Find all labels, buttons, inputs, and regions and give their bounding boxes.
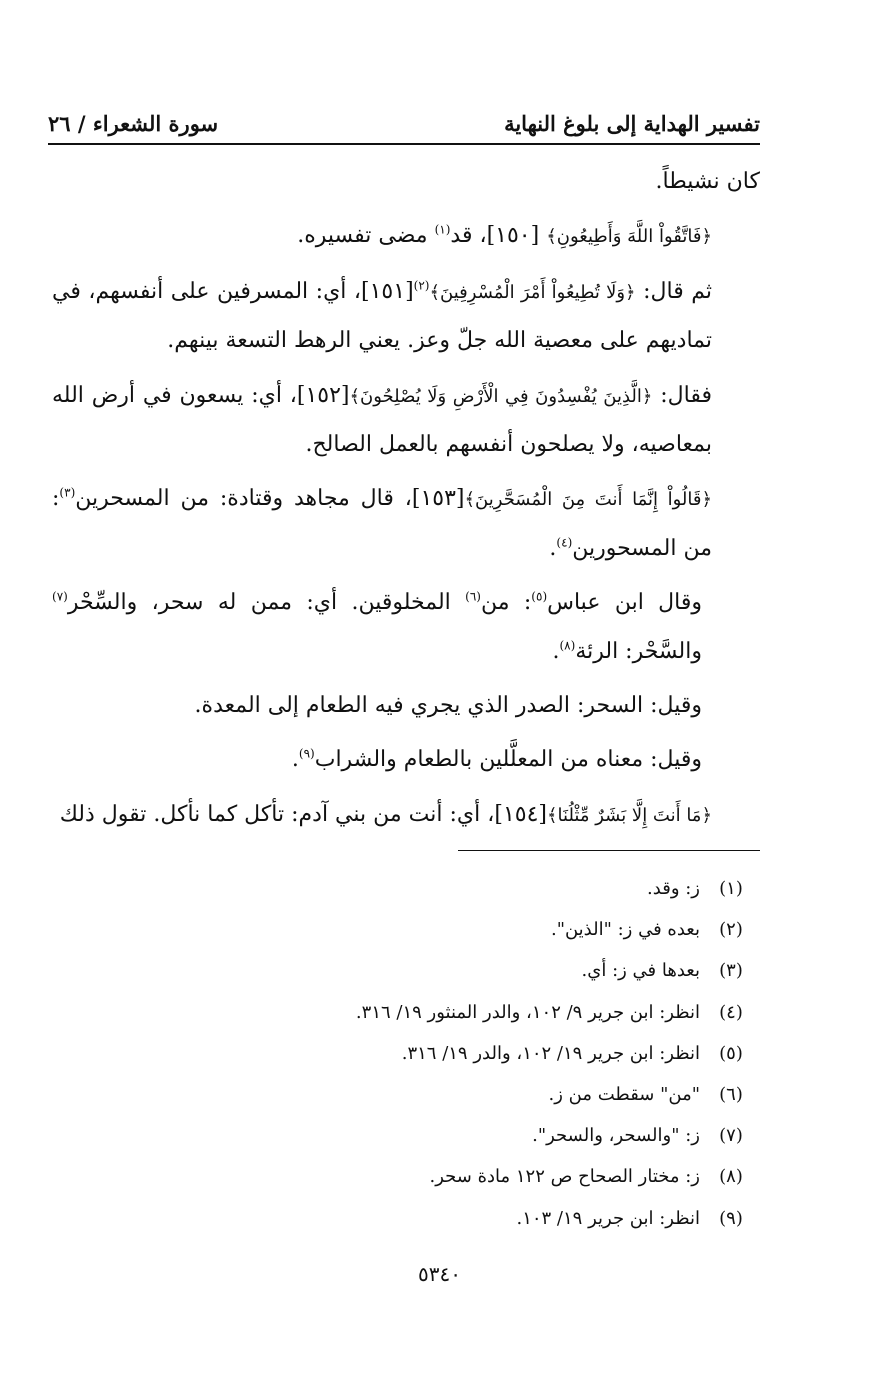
footnote-ref: (٨): [559, 638, 576, 653]
footnote-text: ز: مختار الصحاح ص ١٢٢ مادة سحر.: [429, 1166, 700, 1188]
quran-verse: ﴿الَّذِينَ يُفْسِدُونَ فِي الْأَرْضِ وَلَا يُصْلِحُونَ﴾: [349, 385, 653, 407]
footnote-ref: (٩): [298, 747, 315, 762]
paragraph-8: وقيل: معناه من المعلَّلين بالطعام والشراب$^{(٩)}$.: [291, 747, 702, 773]
footnote: [120, 909, 762, 950]
footnote-number: (٩): [719, 1207, 743, 1229]
page-number: ٥٣٤٠: [418, 1262, 461, 1286]
footnote-text: ز: وقد.: [647, 878, 700, 899]
paragraph-7: وقيل: السحر: الصدر الذي يجري فيه الطعام إلى المعدة.: [194, 693, 702, 719]
paragraph-9: ﴿مَا أَنتَ إِلَّا بَشَرٌ مِّثْلُنَا﴾[١٥٤]، أي: أنت من بني آدم: تأكل كما نأكل. تقول ذلك: [59, 801, 712, 827]
footnote-ref: (٤): [556, 535, 573, 550]
footnotes: [120, 868, 762, 1239]
footnote-text: ز: "والسحر، والسحر".: [532, 1125, 700, 1147]
quran-verse: ﴿مَا أَنتَ إِلَّا بَشَرٌ مِّثْلُنَا﴾: [546, 804, 712, 826]
quran-verse: ﴿وَلَا تُطِيعُواْ أَمْرَ الْمُسْرِفِينَ﴾: [429, 281, 636, 303]
footnote-number: (٢): [719, 919, 743, 941]
footnote: [120, 1115, 762, 1156]
footnote: [120, 868, 762, 909]
footnote-ref: (٦): [465, 589, 481, 604]
footnote-ref: (١): [434, 223, 451, 238]
footnote-number: (٨): [719, 1166, 743, 1188]
main-text: [52, 158, 760, 846]
book-title: تفسير الهداية إلى بلوغ النهاية: [504, 111, 760, 136]
footnote-text: انظر: ابن جرير ١٩/ ١٠٣.: [516, 1207, 700, 1229]
footnote: [120, 1198, 762, 1239]
footnote-number: (١): [719, 878, 743, 899]
footnote-separator: [458, 850, 760, 851]
footnote-ref: (٣): [59, 486, 76, 501]
paragraph-4: فقال: ﴿الَّذِينَ يُفْسِدُونَ فِي الْأَرْضِ وَلَا يُصْلِحُونَ﴾[١٥٢]، أي: يسعون في أرض الله بمعاصيه، ولا يصلحون أنفسهم بالعمل الصالح.: [52, 382, 712, 458]
paragraph-2: ﴿فَاتَّقُواْ اللَّهَ وَأَطِيعُونِ﴾ [١٥٠]، قد$^{(١)}$ مضى تفسيره.: [297, 223, 712, 249]
footnote-number: (٦): [719, 1084, 743, 1106]
footnote-text: بعدها في ز: أي.: [581, 960, 700, 982]
footnote-ref: (٥): [531, 589, 548, 604]
footnote: [120, 950, 762, 991]
footnote-text: انظر: ابن جرير ١٩/ ١٠٢، والدر ١٩/ ٣١٦.: [401, 1042, 700, 1064]
footnote-text: انظر: ابن جرير ٩/ ١٠٢، والدر المنثور ١٩/ ٣١٦.: [355, 1001, 700, 1023]
quran-verse: ﴿فَاتَّقُواْ اللَّهَ وَأَطِيعُونِ﴾: [546, 226, 712, 248]
footnote-number: (٥): [719, 1042, 743, 1064]
paragraph-5: ﴿قَالُواْ إِنَّمَا أَنتَ مِنَ الْمُسَحَّرِينَ﴾[١٥٣]، قال مجاهد وقتادة: من المسحرين$^{(٣)}$: من المسحورين$^{(٤)}$.: [52, 486, 713, 561]
footnote: [120, 992, 762, 1033]
footnote: [120, 1074, 762, 1115]
surah-label: سورة الشعراء / ٢٦: [48, 111, 219, 136]
quran-verse: ﴿قَالُواْ إِنَّمَا أَنتَ مِنَ الْمُسَحَّرِينَ﴾: [464, 489, 713, 511]
footnote-number: (٣): [719, 960, 743, 982]
running-header: [48, 100, 760, 136]
footnote: [120, 1033, 762, 1074]
footnote-ref: (٧): [52, 589, 68, 604]
footnote-ref: (٢): [413, 278, 430, 293]
footnote-text: بعده في ز: "الذين".: [550, 919, 700, 941]
footnote: [120, 1156, 762, 1197]
header-rule: [48, 143, 760, 145]
paragraph-3: ثم قال: ﴿وَلَا تُطِيعُواْ أَمْرَ الْمُسْرِفِينَ﴾$^{(٢)}$[١٥١]، أي: المسرفين على أنفسهم، في تماديهم على معصية الله جلّ وعز. يعني الرهط التسعة بينهم.: [52, 278, 712, 354]
footnote-number: (٧): [719, 1125, 743, 1147]
footnote-number: (٤): [719, 1001, 743, 1023]
footnote-text: "من" سقطت من ز.: [548, 1084, 700, 1106]
paragraph-6: وقال ابن عباس$^{(٥)}$: من$^{(٦)}$ المخلوقين. أي: ممن له سحر، والسِّحْر$^{(٧)}$ والسَّحْر: الرئة$^{(٨)}$.: [52, 589, 703, 664]
paragraph-1: كان نشيطاً.: [655, 169, 760, 194]
